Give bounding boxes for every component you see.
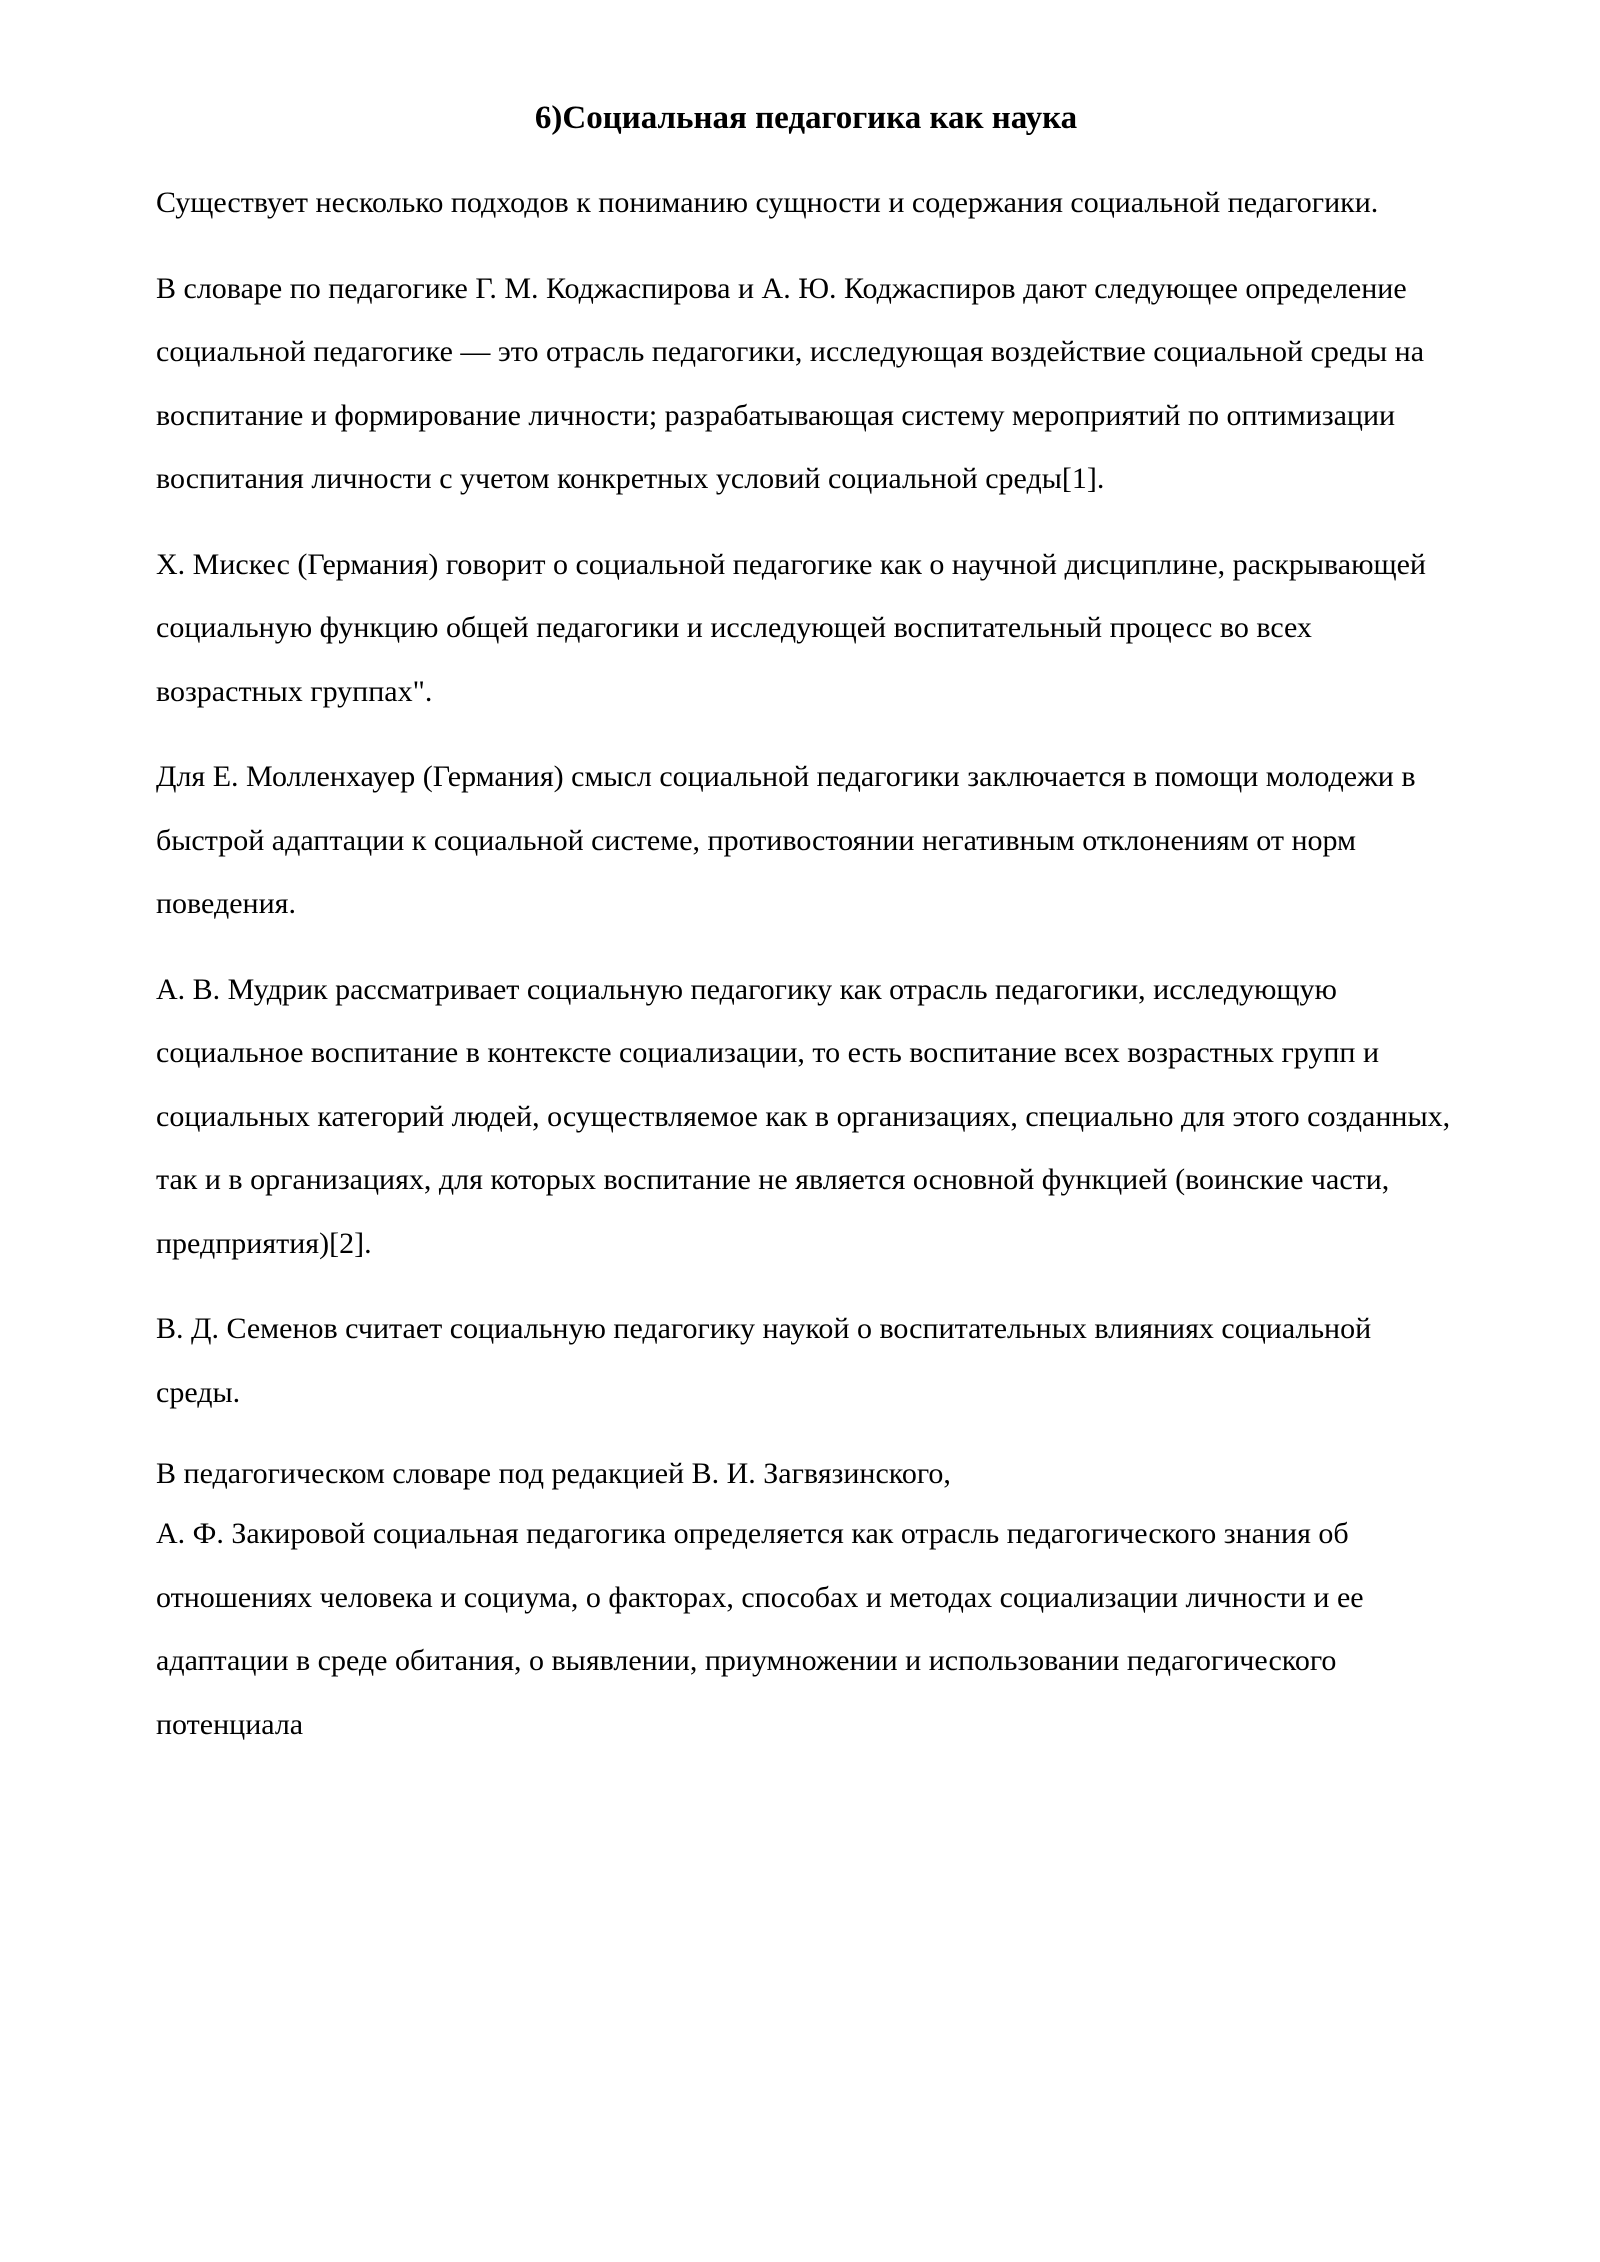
paragraph-spacer — [156, 723, 1456, 745]
paragraph-zagvyazinsky-rest: А. Ф. Закировой социальная педагогика определяется как отрасль педагогического знания об отношениях человека и социума, о факторах, способах и методах социализации личности и ее адаптации в среде обитания, о выявлении, приумножении и использовании педагогического потенциала — [156, 1517, 1364, 1741]
paragraph-spacer — [156, 1424, 1456, 1446]
title-spacer — [156, 140, 1456, 171]
paragraph-mollenhauer: Для Е. Молленхауер (Германия) смысл социальной педагогики заключается в помощи молодежи в быстрой адаптации к социальной системе, противостоянии негативным отклонениям от норм поведения. — [156, 760, 1416, 920]
paragraph-zagvyazinsky-first-line: В педагогическом словаре под редакцией В. И. Загвязинского, — [156, 1457, 951, 1490]
paragraph-miskes: Х. Мискес (Германия) говорит о социальной педагогике как о научной дисциплине, раскрывающей социальную функцию общей педагогики и исследующей воспитательный процесс во всех возрастных группах". — [156, 547, 1426, 708]
paragraph-spacer — [156, 511, 1456, 533]
paragraph-spacer — [156, 235, 1456, 257]
document-body — [156, 96, 1456, 1756]
page-title: 6)Социальная педагогика как наука — [534, 100, 1078, 136]
paragraph-spacer — [156, 936, 1456, 958]
paragraph-semenov: В. Д. Семенов считает социальную педагогику наукой о воспитательных влияниях социальной среды. — [156, 1312, 1372, 1409]
paragraph-kodzhaspirov: В словаре по педагогике Г. М. Коджаспирова и А. Ю. Коджаспиров дают следующее определение социальной педагогике — это отрасль педагогики, исследующая воздействие социальной среды на воспитание и формирование личности; разрабатывающая систему мероприятий по оптимизации воспитания личности с учетом конкретных условий социальной среды[1]. — [156, 271, 1425, 495]
paragraph-mudrik: А. В. Мудрик рассматривает социальную педагогику как отрасль педагогики, исследующую социальное воспитание в контексте социализации, то есть воспитание всех возрастных групп и социальных категорий людей, осуществляемое как в организациях, специально для этого созданных, так и в организациях, для которых воспитание не является основной функцией (воинские части, предприятия)[2]. — [156, 972, 1451, 1260]
paragraph-intro: Существует несколько подходов к пониманию сущности и содержания социальной педагогики. — [156, 186, 1379, 219]
paragraph-spacer — [156, 1275, 1456, 1297]
